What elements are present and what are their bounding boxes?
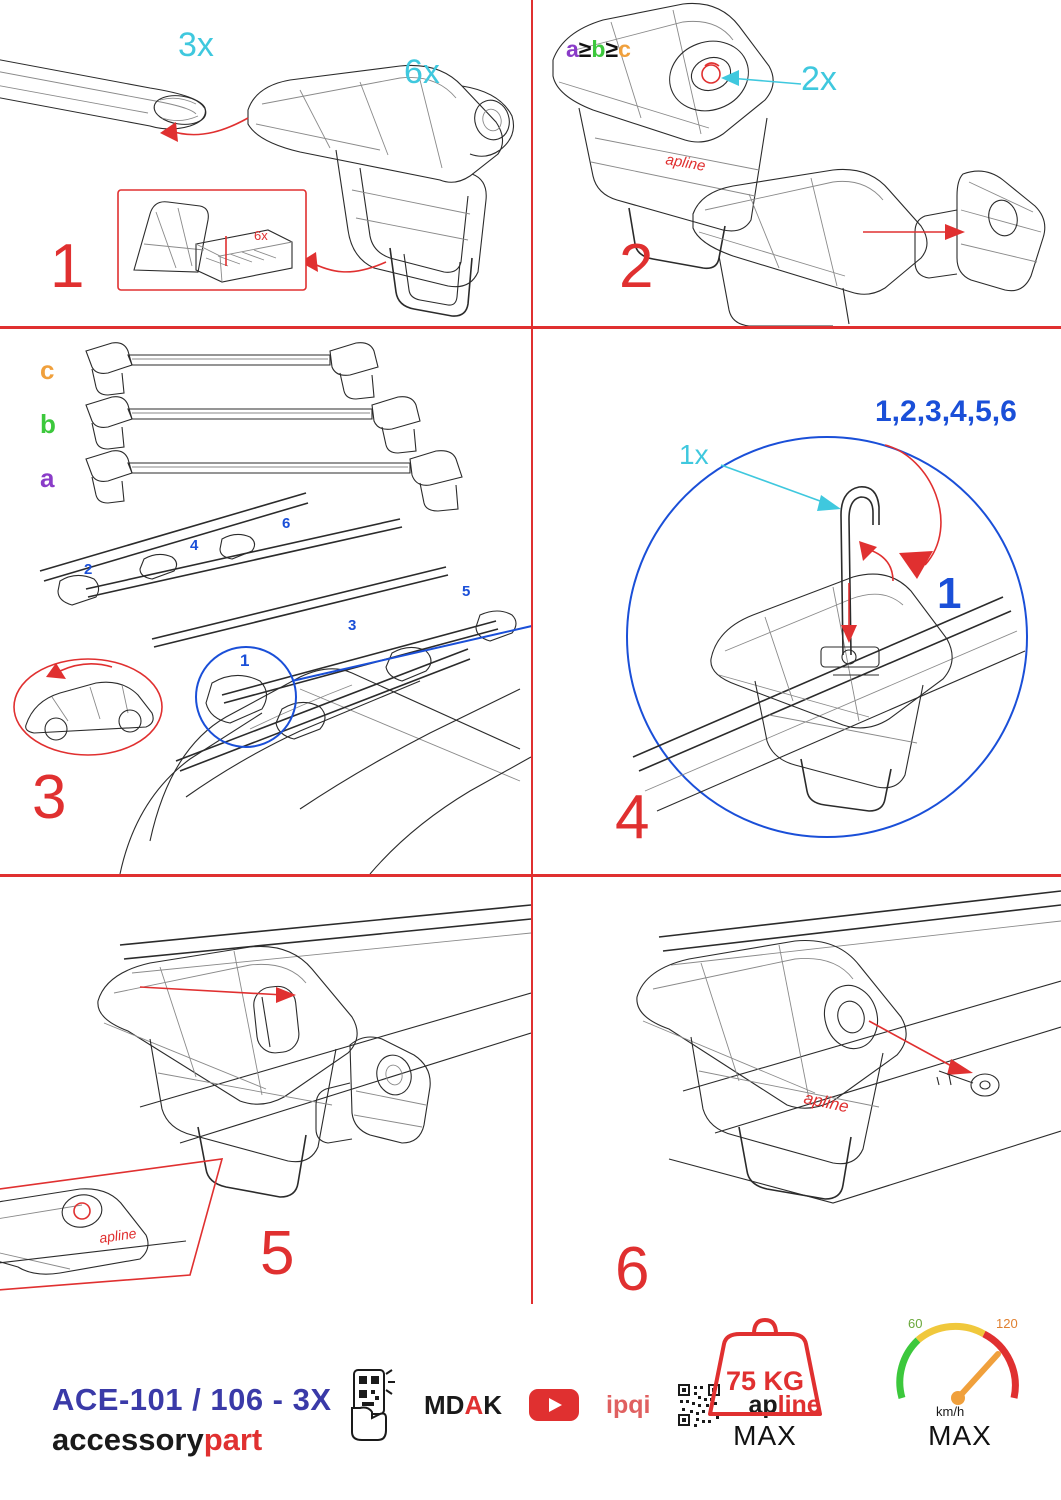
mdak-logo[interactable]: MDAK [424,1389,502,1420]
step-4-qty-1x: 1x [679,439,709,470]
bar-length-relation: a≥b≥c [566,36,631,62]
svg-text:apline: apline [802,1088,851,1117]
position-number-2: 2 [84,561,93,578]
position-number-6: 6 [282,515,291,532]
step-5-number: 5 [260,1219,295,1288]
speed-max-label: MAX [928,1420,992,1451]
step-1-qty-6x: 6x [404,53,440,91]
step-6-number: 6 [615,1235,650,1304]
bar-label-c: c [40,355,55,385]
position-number-3: 3 [348,617,357,634]
speedometer-icon [880,1306,1040,1418]
step-1-qty-3x: 3x [178,26,214,64]
tightening-sequence: 1,2,3,4,5,6 [875,395,1017,428]
scan-qr-hand-icon[interactable] [338,1368,398,1442]
product-code: ACE-101 / 106 - 3X [52,1382,332,1417]
svg-text:apline: apline [664,151,707,175]
step-3-illustration [0,329,531,874]
svg-text:60: 60 [908,1316,923,1331]
weight-max-label: MAX [733,1420,797,1451]
footer-branding [52,1382,332,1458]
youtube-logo[interactable] [528,1386,580,1424]
step-3-number: 3 [32,763,67,832]
weight-limit-block [680,1318,850,1452]
step-5-panel [0,877,531,1297]
position-number-4: 4 [190,537,199,554]
step-6-illustration [533,877,1061,1297]
svg-text:120: 120 [996,1316,1018,1331]
ipqi-logo[interactable]: ipqi [606,1390,651,1419]
weight-value: 75 KG [725,1366,805,1396]
step-2-number: 2 [619,232,654,301]
speed-limit-block [880,1306,1040,1452]
svg-text:apline: apline [98,1224,138,1246]
step-4-callout-1: 1 [937,569,962,618]
bar-label-b: b [40,409,56,439]
bar-label-a: a [40,463,55,493]
position-number-5: 5 [462,583,471,600]
svg-text:6x: 6x [254,228,268,243]
step-1-number: 1 [50,232,85,301]
step-6-panel [533,877,1061,1304]
step-4-number: 4 [615,783,650,852]
step-2-qty-2x: 2x [801,60,837,98]
apline-logo[interactable]: apline [748,1390,821,1419]
position-number-1: 1 [240,651,250,670]
step-1-panel [0,0,531,326]
step-3-panel [0,329,531,874]
step-4-panel [533,329,1061,874]
svg-text:km/h: km/h [936,1404,965,1418]
brand-name: accessorypart [52,1422,263,1457]
